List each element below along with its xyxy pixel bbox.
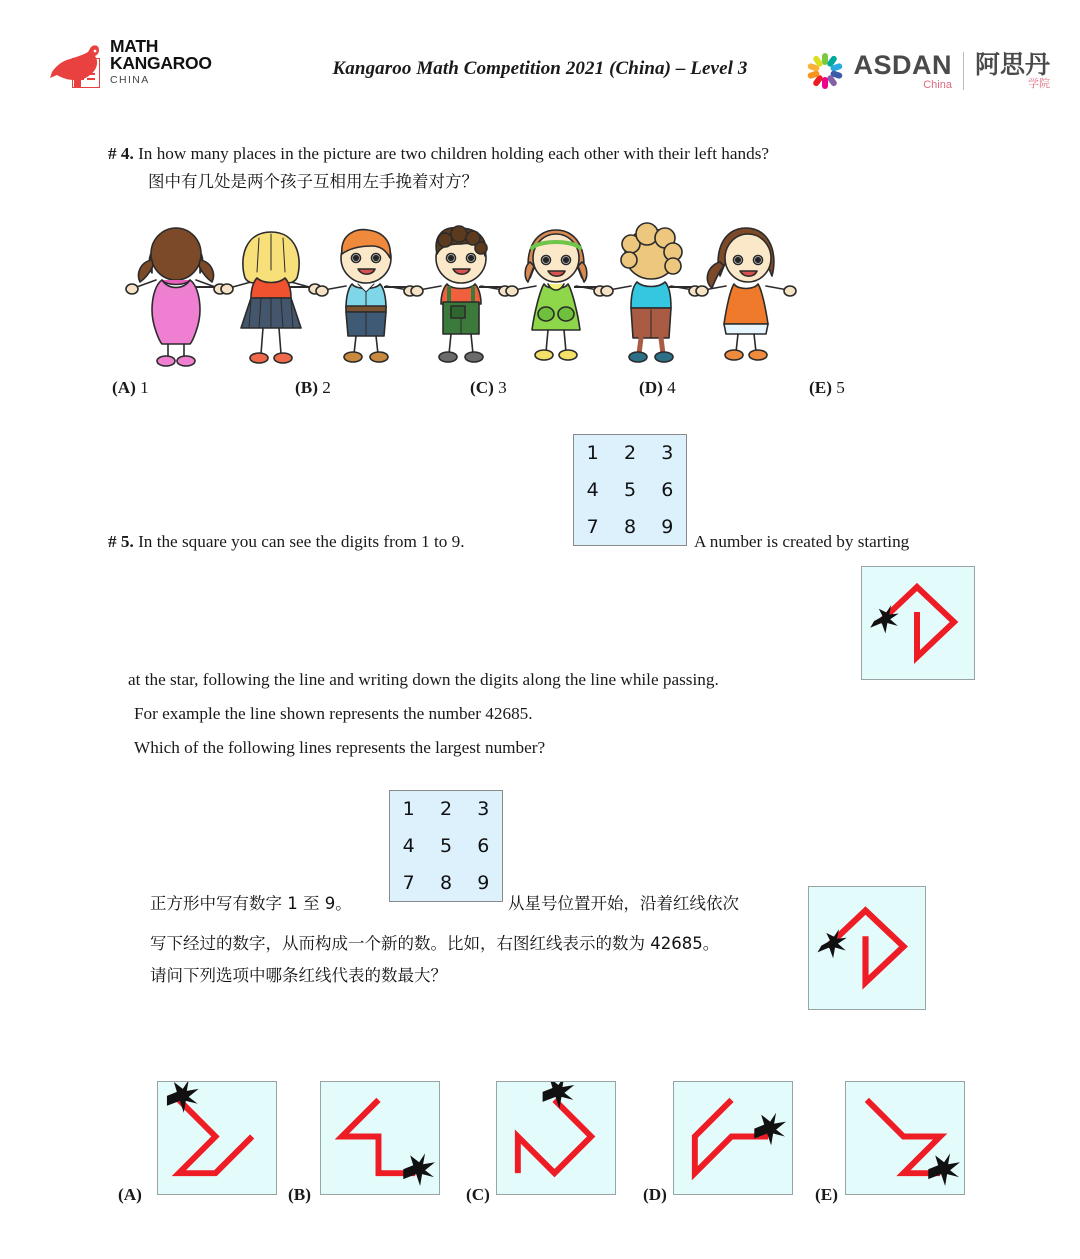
grid-cell-1: 1 bbox=[402, 798, 415, 821]
choice-a[interactable] bbox=[112, 378, 149, 398]
children-illustration bbox=[126, 218, 766, 368]
option-c-figure[interactable] bbox=[496, 1081, 616, 1195]
question-4-number: # 4. bbox=[108, 144, 134, 163]
page-title: Kangaroo Math Competition 2021 (China) – Level 3 bbox=[332, 58, 748, 79]
star-marker bbox=[928, 1153, 960, 1186]
logo-line-math: MATH bbox=[110, 36, 159, 56]
choice-b[interactable] bbox=[295, 378, 331, 398]
grid-cell-6: 6 bbox=[661, 478, 674, 501]
choice-c[interactable] bbox=[470, 378, 507, 398]
grid-cell-8: 8 bbox=[439, 871, 453, 894]
choice-e-value: 5 bbox=[836, 378, 845, 397]
option-d-label: (D) bbox=[643, 1185, 667, 1204]
question-5-number: # 5. bbox=[108, 532, 134, 551]
question-5-text-en-5: Which of the following lines represents the largest number? bbox=[134, 738, 546, 757]
asdan-divider bbox=[963, 52, 964, 90]
grid-cell-4: 4 bbox=[402, 834, 415, 857]
star-marker bbox=[167, 1082, 199, 1113]
choice-a-value: 1 bbox=[140, 378, 149, 397]
choice-b-value: 2 bbox=[322, 378, 331, 397]
grid-cell-1: 1 bbox=[586, 442, 599, 465]
page-header bbox=[0, 0, 1080, 110]
question-5-text-cn-2: 从星号位置开始，沿着红线依次 bbox=[508, 894, 739, 913]
logo-line-china: CHINA bbox=[110, 74, 150, 86]
option-e-figure[interactable] bbox=[845, 1081, 965, 1195]
grid-cell-3: 3 bbox=[477, 798, 490, 821]
grid-cell-9: 9 bbox=[661, 515, 674, 538]
star-marker bbox=[754, 1113, 786, 1146]
choice-c-value: 3 bbox=[498, 378, 507, 397]
option-d-figure[interactable] bbox=[673, 1081, 793, 1195]
child-5-girl-greendress bbox=[506, 218, 606, 368]
grid-cell-5: 5 bbox=[439, 834, 453, 857]
option-b-figure[interactable] bbox=[320, 1081, 440, 1195]
star-marker bbox=[403, 1153, 435, 1186]
child-2-girl-blonde bbox=[221, 218, 321, 368]
choice-d-label: (D) bbox=[639, 378, 663, 397]
question-5-text-en-3: at the star, following the line and writing down the digits along the line while passing. bbox=[128, 670, 719, 689]
question-5-text-en-2: A number is created by starting bbox=[694, 532, 910, 551]
grid-cell-7: 7 bbox=[586, 515, 599, 538]
choice-d[interactable] bbox=[639, 378, 676, 398]
option-e-label: (E) bbox=[815, 1185, 838, 1204]
asdan-sub: China bbox=[923, 78, 952, 91]
child-1-girl-pink bbox=[126, 218, 226, 368]
star-marker bbox=[543, 1082, 575, 1109]
choice-a-label: (A) bbox=[112, 378, 136, 397]
choice-d-value: 4 bbox=[667, 378, 676, 397]
question-4-text-cn: 图中有几处是两个孩子互相用左手挽着对方？ bbox=[148, 172, 478, 191]
grid-cell-2: 2 bbox=[439, 798, 453, 821]
child-4-boy-overalls bbox=[411, 218, 511, 368]
question-5-text-cn-1: 正方形中写有数字 1 至 9。 bbox=[150, 894, 352, 913]
asdan-chinese-name: 阿思丹 bbox=[974, 50, 1050, 79]
question-5-statement-1: In the square you can see the digits from 1 to 9. bbox=[138, 532, 465, 551]
digit-grid-chinese bbox=[389, 790, 503, 902]
option-a-figure[interactable] bbox=[157, 1081, 277, 1195]
digit-grid-english bbox=[573, 434, 687, 546]
example-path-figure-cn bbox=[808, 886, 926, 1010]
grid-cell-5: 5 bbox=[623, 478, 637, 501]
question-5-text-en-4: For example the line shown represents the number 42685. bbox=[134, 704, 533, 723]
grid-cell-4: 4 bbox=[586, 478, 599, 501]
asdan-name: ASDAN bbox=[853, 49, 952, 80]
question-5-text-cn-3: 写下经过的数字，从而构成一个新的数。比如，右图红线表示的数为 42685。 bbox=[150, 934, 720, 953]
grid-cell-3: 3 bbox=[661, 442, 674, 465]
grid-cell-9: 9 bbox=[477, 871, 490, 894]
choice-c-label: (C) bbox=[470, 378, 494, 397]
grid-cell-6: 6 bbox=[477, 834, 490, 857]
choice-b-label: (B) bbox=[295, 378, 318, 397]
child-3-boy-blueshirt bbox=[316, 218, 416, 368]
option-c-label: (C) bbox=[466, 1185, 490, 1204]
asdan-burst-icon bbox=[805, 51, 845, 91]
question-5-text-en-lead bbox=[108, 530, 578, 554]
option-b-label: (B) bbox=[288, 1185, 311, 1204]
asdan-chinese-sub: 学院 bbox=[1028, 77, 1050, 90]
grid-cell-7: 7 bbox=[402, 871, 415, 894]
question-4-statement: In how many places in the picture are two children holding each other with their left hands? bbox=[138, 144, 770, 163]
choice-e[interactable] bbox=[809, 378, 845, 398]
question-4-text-en bbox=[108, 142, 1008, 166]
choice-e-label: (E) bbox=[809, 378, 832, 397]
question-5-text-cn-4: 请问下列选项中哪条红线代表的数最大？ bbox=[150, 966, 447, 985]
child-7-girl-orangedress bbox=[696, 218, 796, 368]
question-4-choices bbox=[112, 378, 992, 402]
child-6-boy-cyanshirt bbox=[601, 218, 701, 368]
asdan-logo bbox=[805, 48, 1050, 94]
logo-line-kangaroo: KANGAROO bbox=[110, 53, 212, 73]
grid-cell-2: 2 bbox=[623, 442, 637, 465]
option-a-label: (A) bbox=[118, 1185, 142, 1204]
grid-cell-8: 8 bbox=[623, 515, 637, 538]
example-path-figure-en bbox=[861, 566, 975, 680]
